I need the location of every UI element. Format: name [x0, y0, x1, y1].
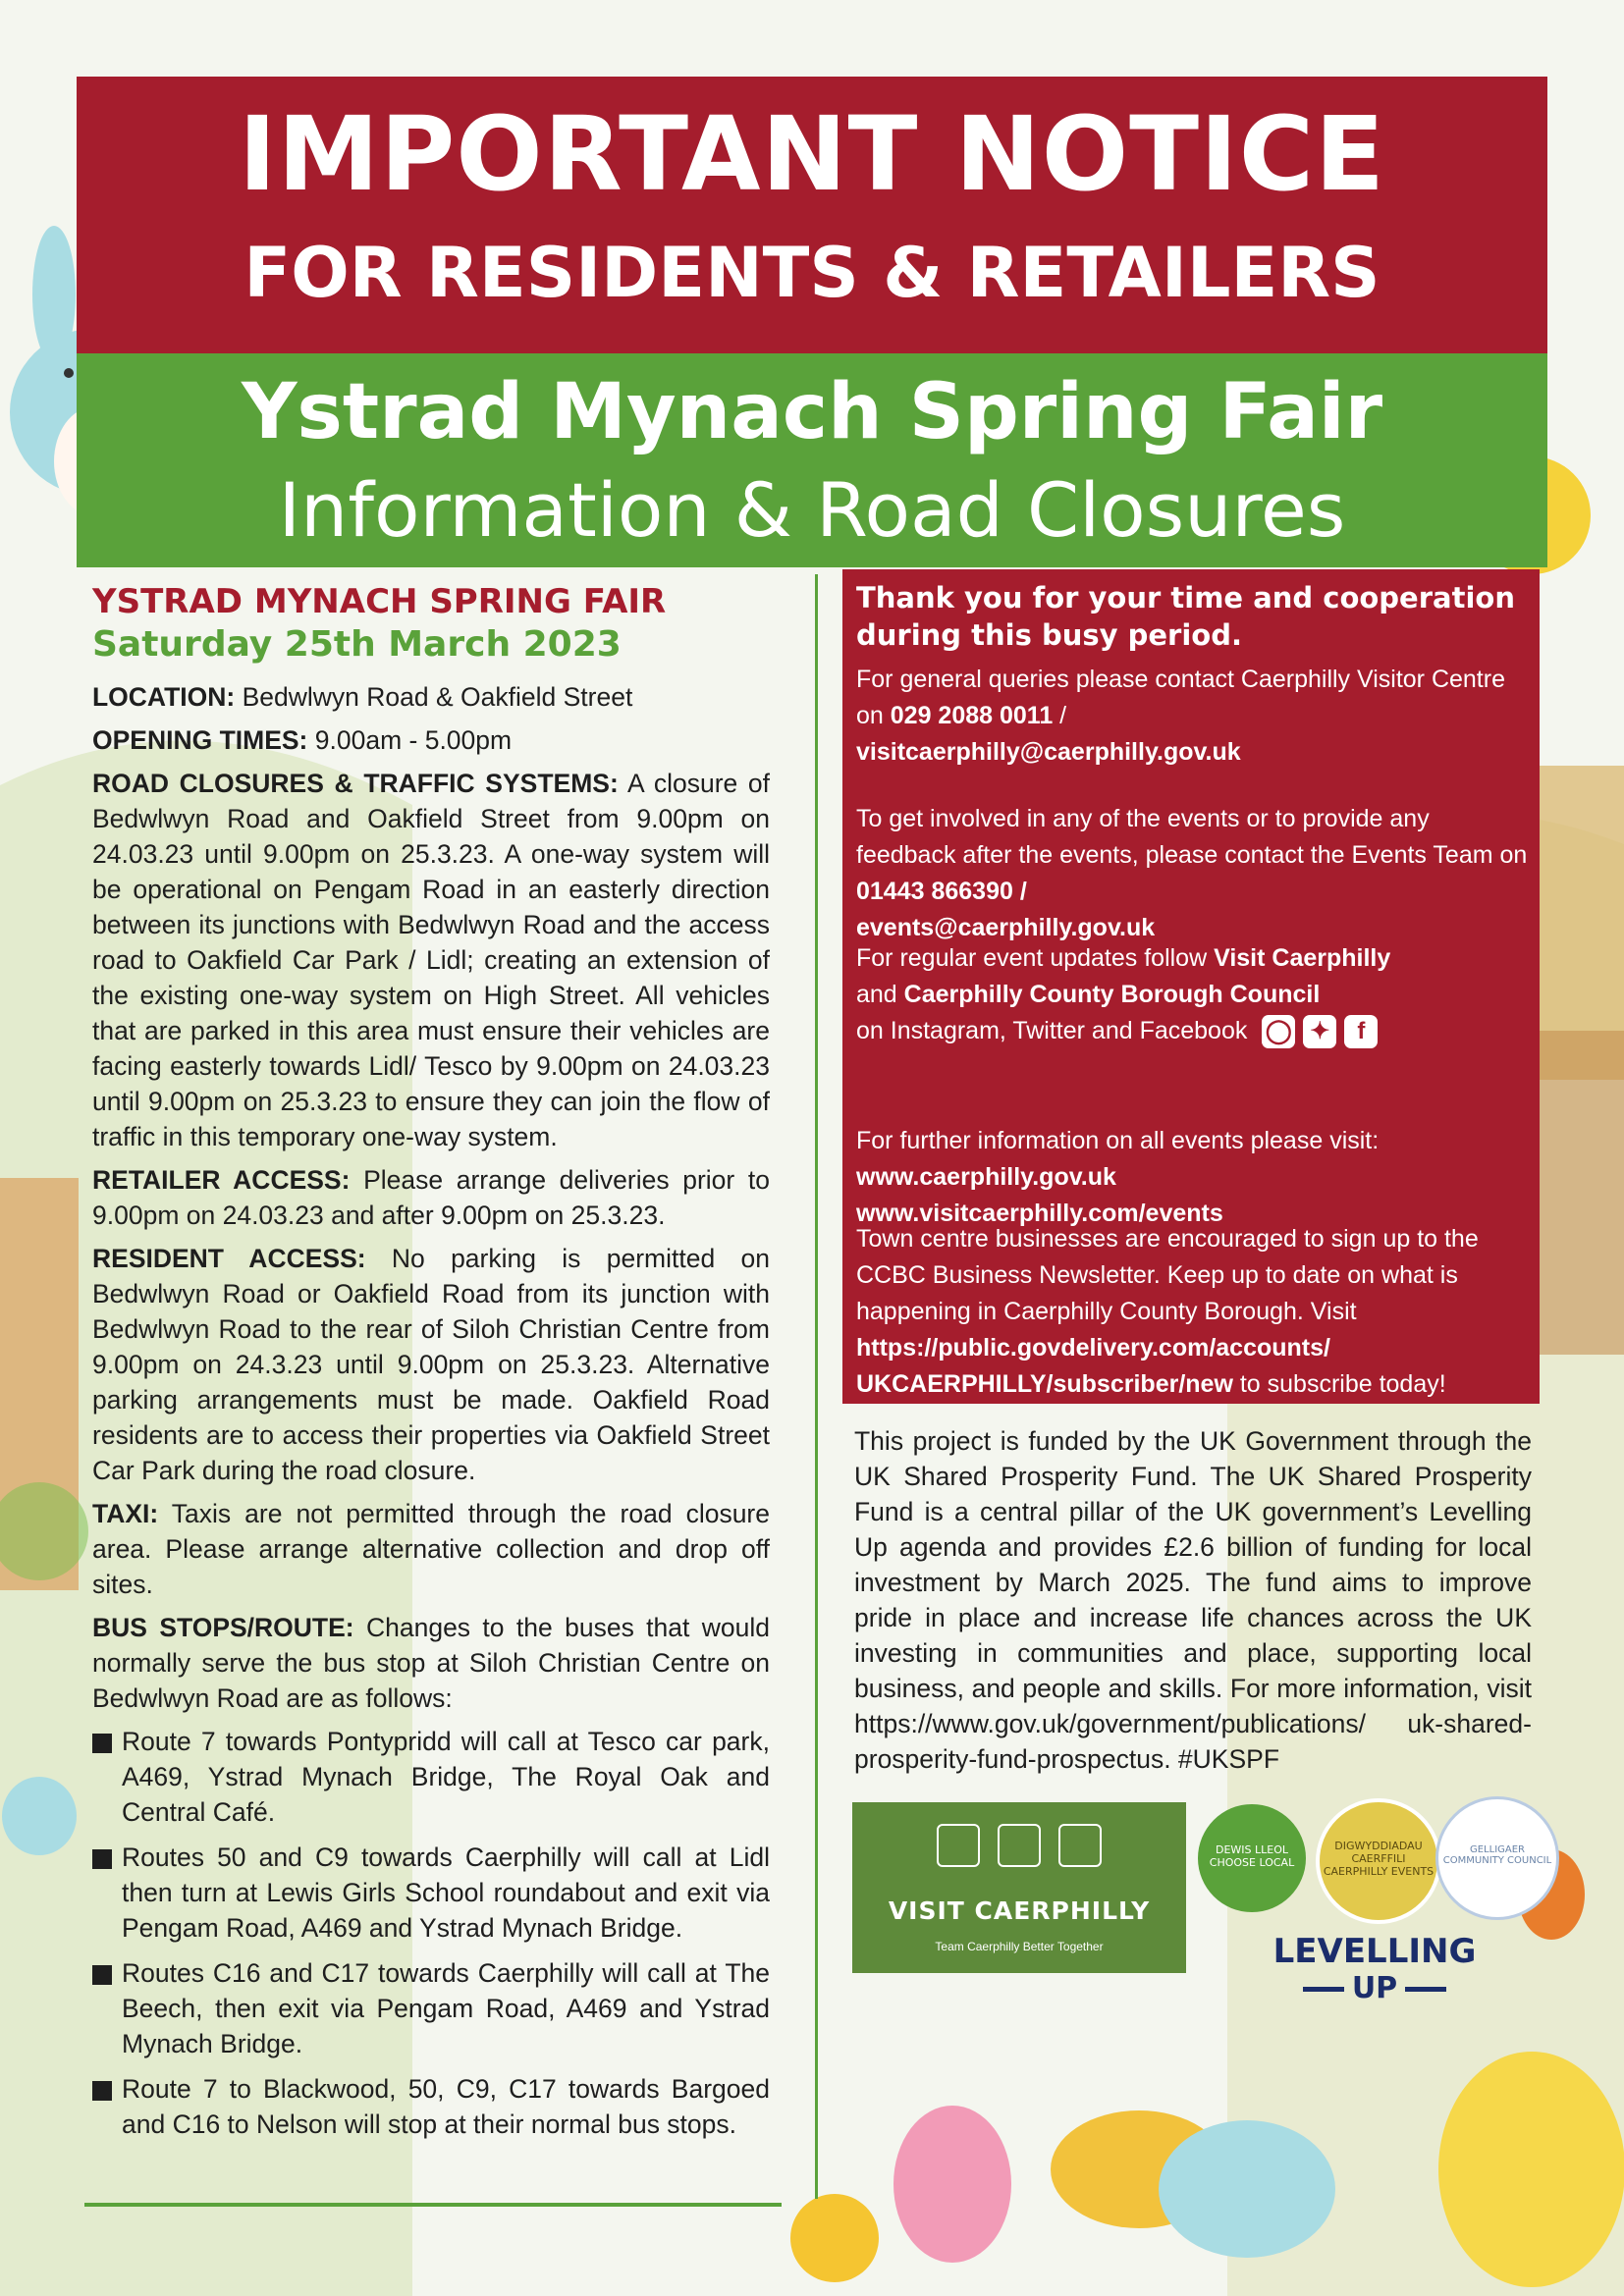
event-title: Ystrad Mynach Spring Fair — [241, 368, 1383, 456]
column-divider — [815, 574, 818, 2199]
road-closures-paragraph — [92, 766, 770, 1154]
resident-access-label: RESIDENT ACCESS: — [92, 1244, 366, 1273]
bus-route-item: Routes C16 and C17 towards Caerphilly will call at The Beech, then exit via Pengam Road, A469 and Ystrad Mynach Bridge. — [92, 1955, 770, 2061]
caerphilly-events-logo — [1316, 1798, 1441, 1924]
choose-local-text: DEWIS LLEOL CHOOSE LOCAL — [1209, 1843, 1295, 1869]
opening-times-paragraph — [92, 722, 770, 758]
updates-text: For regular event updates follow — [856, 944, 1208, 972]
opening-times-value: 9.00am - 5.00pm — [314, 725, 513, 755]
road-closures-text: A closure of Bedwlwyn Road and Oakfield Street from 9.00pm on 24.03.23 until 9.00pm on 25.3.23. A one-way system will be operational on Pengam Road in an easterly direction between its junctions with Bedwlwyn Road and the access road to Oakfield Car Park / Lidl; creating an extension of the existing one-way system on High Street. All vehicles that are parked in this area must ensure their vehicles are facing easterly towards Lidl/ Tesco by 9.00pm on 24.03.23 until 9.00pm on 25.3.23 to ensure they can join the flow of traffic in this temporary one-way system. — [92, 769, 770, 1151]
social-icons — [1262, 1015, 1378, 1048]
newsletter-end: to subscribe today! — [1239, 1370, 1446, 1398]
event-subtitle: Information & Road Closures — [278, 466, 1346, 554]
levelling-up-logo — [1267, 1932, 1483, 2010]
caerphilly-gov-link[interactable]: www.caerphilly.gov.uk — [856, 1163, 1116, 1191]
events-team-email-link[interactable]: events@caerphilly.gov.uk — [856, 914, 1156, 941]
retailer-access-paragraph — [92, 1162, 770, 1233]
castle-icon — [937, 1824, 980, 1867]
thanks-heading: Thank you for your time and cooperation during this busy period. — [856, 581, 1515, 652]
updates-and: and — [856, 981, 897, 1008]
resident-access-paragraph — [92, 1241, 770, 1488]
notice-banner — [77, 77, 1547, 353]
queries-text: For general queries please contact Caerphilly Visitor Centre on — [856, 666, 1505, 729]
further-info-text: For further information on all events please visit: — [856, 1127, 1380, 1154]
retailer-access-label: RETAILER ACCESS: — [92, 1165, 351, 1195]
taxi-paragraph — [92, 1496, 770, 1602]
location-value: Bedwlwyn Road & Oakfield Street — [242, 682, 633, 712]
funding-paragraph: This project is funded by the UK Government through the UK Shared Prosperity Fund. The UK Shared Prosperity Fund is a central pillar of the UK government’s Levelling Up agenda and provides £2.6 billion of funding for local investment by March 2025. The fund aims to improve pride in place and increase life chances across the UK investing in communities and place, supporting local business, and people and skills. For more information, visit https://www.gov.uk/government/publications/ uk-shared-prosperity-fund-prospectus. #UKSPF — [854, 1426, 1532, 1774]
twitter-icon[interactable]: ✦ — [1303, 1015, 1336, 1048]
bus-text: Changes to the buses that would normally serve the bus stop at Siloh Christian Centre on Bedwlwyn Road are as follows: — [92, 1613, 770, 1713]
bus-route-item: Routes 50 and C9 towards Caerphilly will call at Lidl then turn at Lewis Girls School roundabout and exit via Pengam Road, A469 and Ystrad Mynach Bridge. — [92, 1840, 770, 1946]
resident-access-text: No parking is permitted on Bedwlwyn Road or Oakfield Road from its junction with Bedwlwyn Road to the rear of Siloh Christian Centre from 9.00pm on 24.3.23 until 9.00pm on 25.3.23. Alternative parking arrangements must be made. Oakfield Road residents are to access their properties via Oakfield Street Car Park during the road closure. — [92, 1244, 770, 1485]
events-team-text: To get involved in any of the events or to provide any feedback after the events, please contact the Events Team on — [856, 805, 1528, 869]
visit-caerphilly-handle[interactable]: Visit Caerphilly — [1214, 944, 1391, 972]
fair-date: Saturday 25th March 2023 — [92, 624, 622, 665]
retailer-access-text: Please arrange deliveries prior to 9.00pm on 24.03.23 and after 9.00pm on 25.3.23. — [92, 1165, 770, 1230]
gelligaer-council-text: GELLIGAER COMMUNITY COUNCIL — [1442, 1844, 1552, 1866]
queries-phone[interactable]: 029 2088 0011 — [890, 702, 1054, 729]
newsletter-block — [856, 1221, 1534, 1403]
newsletter-link[interactable]: https://public.govdelivery.com/accounts/ UKCAERPHILLY/subscriber/new — [856, 1334, 1330, 1398]
choose-local-logo — [1198, 1804, 1306, 1912]
road-closures-label: ROAD CLOSURES & TRAFFIC SYSTEMS: — [92, 769, 619, 798]
fair-title: YSTRAD MYNACH SPRING FAIR — [92, 582, 667, 621]
notice-title: IMPORTANT NOTICE — [238, 94, 1386, 214]
contact-box — [842, 569, 1540, 1404]
events-team-phone[interactable]: 01443 866390 / — [856, 878, 1027, 905]
bus-route-list — [92, 1724, 770, 2142]
facebook-icon[interactable]: f — [1344, 1015, 1378, 1048]
queries-block — [856, 662, 1534, 771]
levelling-up-line2: UP — [1267, 1971, 1483, 2006]
bus-paragraph — [92, 1610, 770, 1716]
visitcaerphilly-events-link[interactable]: www.visitcaerphilly.com/events — [856, 1200, 1223, 1227]
visit-caerphilly-tagline: Team Caerphilly Better Together — [935, 1940, 1104, 1953]
taxi-text: Taxis are not permitted through the road closure area. Please arrange alternative collection and drop off sites. — [92, 1499, 770, 1599]
left-column — [92, 581, 770, 2152]
bus-label: BUS STOPS/ROUTE: — [92, 1613, 354, 1642]
council-handle[interactable]: Caerphilly County Borough Council — [903, 981, 1321, 1008]
taxi-label: TAXI: — [92, 1499, 159, 1528]
small-bunny-icon — [2, 1777, 77, 1855]
queries-email-link[interactable]: visitcaerphilly@caerphilly.gov.uk — [856, 738, 1241, 766]
caerphilly-events-text: DIGWYDDIADAU CAERFFILI CAERPHILLY EVENTS — [1323, 1840, 1435, 1878]
queries-separator: / — [1053, 702, 1067, 729]
event-banner — [77, 353, 1547, 567]
opening-times-label: OPENING TIMES: — [92, 725, 308, 755]
visit-caerphilly-name: VISIT CAERPHILLY — [888, 1896, 1151, 1925]
bus-route-item: Route 7 towards Pontypridd will call at Tesco car park, A469, Ystrad Mynach Bridge, The Royal Oak and Central Café. — [92, 1724, 770, 1830]
theatre-masks-icon — [998, 1824, 1041, 1867]
bus-route-item: Route 7 to Blackwood, 50, C9, C17 towards Bargoed and C16 to Nelson will stop at their normal bus stops. — [92, 2071, 770, 2142]
visit-caerphilly-logo — [852, 1802, 1186, 1973]
instagram-icon[interactable]: ◯ — [1262, 1015, 1295, 1048]
location-paragraph — [92, 679, 770, 715]
bottom-rule — [84, 2203, 782, 2207]
social-updates-block — [856, 940, 1534, 1049]
calendar-icon — [1058, 1824, 1102, 1867]
location-label: LOCATION: — [92, 682, 236, 712]
events-team-block — [856, 801, 1534, 946]
levelling-up-line1: LEVELLING — [1272, 1932, 1477, 1971]
updates-platforms: on Instagram, Twitter and Facebook — [856, 1017, 1248, 1044]
notice-subtitle: FOR RESIDENTS & RETAILERS — [244, 233, 1380, 313]
further-info-block — [856, 1123, 1534, 1232]
newsletter-text: Town centre businesses are encouraged to sign up to the CCBC Business Newsletter. Keep up to date on what is happening in Caerphilly County Borough. Visit — [856, 1225, 1479, 1325]
gelligaer-council-logo — [1435, 1796, 1559, 1920]
